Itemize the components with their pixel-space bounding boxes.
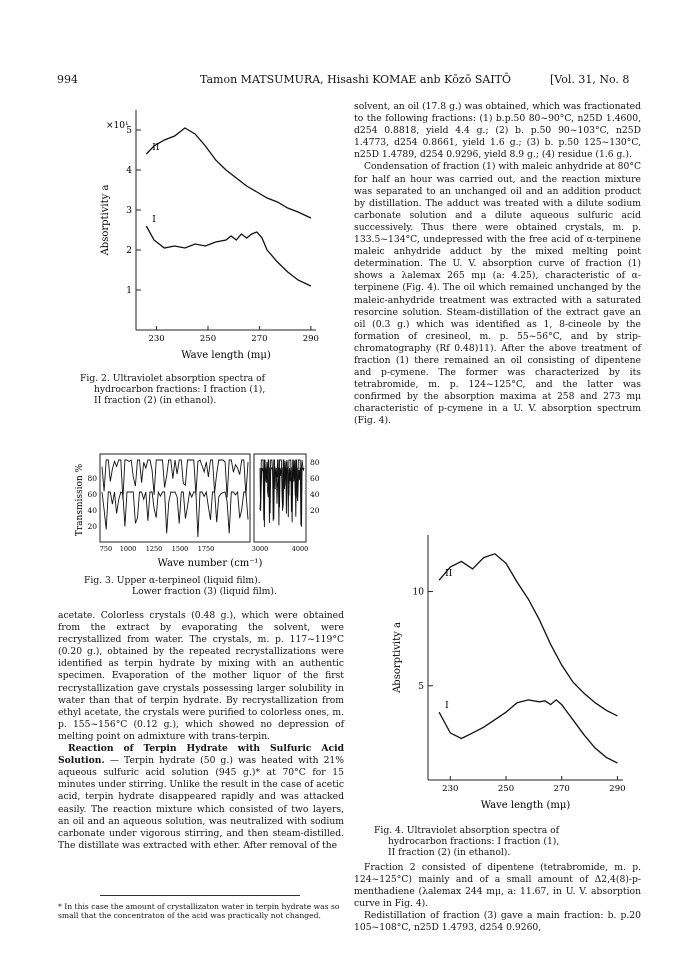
fig3-caption <box>84 575 344 597</box>
column-left-text <box>58 610 344 852</box>
footnote: * In this case the amount of crystallizaton water in terpin hydrate was so small that the concentraton of the acid was practically not changed. <box>58 902 340 921</box>
y-tick-label: 5 <box>418 681 424 692</box>
y-tick-label: 4 <box>126 166 132 176</box>
fig4-caption-line: II fraction (2) (in ethanol). <box>388 847 511 859</box>
ir-x-tick-label: 1750 <box>197 545 215 553</box>
x-tick-label: 290 <box>302 334 319 344</box>
x-tick-label: 270 <box>251 334 268 344</box>
series-label-I: I <box>152 215 156 225</box>
y-axis-label: Absorptivity a <box>100 184 111 256</box>
x-tick-label: 290 <box>609 784 626 794</box>
fig3-ir-spectra <box>70 448 350 578</box>
x-tick-label: 250 <box>199 334 217 344</box>
x-tick-label: 230 <box>148 334 165 344</box>
ir-x-tick-label: 4000 <box>291 545 309 553</box>
fig3-caption-line: Lower fraction (3) (liquid film). <box>132 586 277 598</box>
section-heading: Reaction of Terpin Hydrate with Sulfuric Acid Solution. <box>58 743 344 767</box>
page-number: 994 <box>57 73 78 86</box>
column-right-text-top <box>354 101 641 428</box>
ir-left-tick-label: 80 <box>87 474 97 483</box>
series-line-II <box>439 554 617 716</box>
ir-right-tick-label: 80 <box>310 458 320 467</box>
series-label-II: II <box>445 569 453 580</box>
figure-2 <box>86 102 336 372</box>
y-tick-label: 1 <box>126 286 132 296</box>
y-tick-label: 10 <box>412 587 424 598</box>
paragraph-text: — Terpin hydrate (50 g.) was heated with 21% aqueous sulfuric acid solution (945 g.)* at 70°C for 15 minutes under stirring. Unlike the result in the case of acetic acid, terpin hydrate disappeared rapidly and was attacked easily. The reaction mixture which consisted of two layers, an oil and an aqueous solution, was neutralized with sodium carbonate under vigorous stirring, and then steam-distilled. The distillate was extracted with ether. After removal of the <box>58 755 344 851</box>
running-head-volume: [Vol. 31, No. 8 <box>550 73 630 86</box>
ir-x-tick-label: 1500 <box>171 545 189 553</box>
fig4-caption-line: hydrocarbon fractions: I fraction (1), <box>388 836 560 848</box>
paragraph: Redistillation of fraction (3) gave a main fraction: b. p.20 105~108°C, n25D 1.4793, d254 0.9260, <box>354 910 641 934</box>
ir-right-tick-label: 60 <box>310 474 320 483</box>
series-label-II: II <box>152 143 160 153</box>
x-axis-label: Wave length (mμ) <box>181 350 271 361</box>
paragraph: solvent, an oil (17.8 g.) was obtained, which was fractionated to the following fractions: (1) b.p.50 80~90°C, n25D 1.4600, d254 0.8818, yield 4.4 g.; (2) b. p.50 90~103°C, n25D 1.4773, d254 0.8661, yield 1.6 g.; (3) b. p.50 125~130°C, n25D 1.4789, d254 0.9296, yield 8.9 g.; (4) residue (1.6 g.). <box>354 101 641 161</box>
figure-4 <box>388 525 648 825</box>
y-tick-label: 3 <box>126 206 132 216</box>
fig2-caption-line: II fraction (2) (in ethanol). <box>94 395 217 407</box>
fig2-chart <box>86 102 336 372</box>
x-tick-label: 230 <box>442 784 459 794</box>
fig4-caption-line: Fig. 4. Ultraviolet absorption spectra of <box>374 825 560 836</box>
ir-y-axis-label: Transmission % <box>75 463 85 537</box>
series-line-II <box>146 128 311 218</box>
y-tick-label: 5 <box>126 126 132 136</box>
y-axis-label: Absorptivity a <box>392 622 403 693</box>
fig4-chart <box>388 525 648 825</box>
ir-x-axis-label: Wave number (cm⁻¹) <box>157 558 263 569</box>
series-line-I <box>146 226 311 286</box>
running-head-authors: Tamon MATSUMURA, Hisashi KOMAE anb Kōzō SAITŌ <box>200 73 512 86</box>
fig2-caption-line: hydrocarbon fractions: I fraction (1), <box>94 384 266 396</box>
ir-x-tick-label: 1000 <box>119 545 137 553</box>
fig2-caption-line: Fig. 2. Ultraviolet absorption spectra of <box>80 373 266 384</box>
x-axis-label: Wave length (mμ) <box>480 800 571 811</box>
paragraph: Fraction 2 consisted of dipentene (tetrabromide, m. p. 124~125°C) mainly and of a small amount of Δ2,4(8)-p-menthadiene (λalemax 244 mμ, a: 11.67, in U. V. absorption curve in Fig. 4). <box>354 862 641 910</box>
paragraph: Condensation of fraction (1) with maleic anhydride at 80°C for half an hour was carried out, and the reaction mixture was separated to an unchanged oil and an addition product by distillation. The adduct was treated with a dilute sodium carbonate solution and a dilute aqueous sulfuric acid successively. Thus there were obtained crystals, m. p. 133.5~134°C, undepressed with the free acid of α-terpinene maleic anhydride adduct by the mixed melting point determination. The U. V. absorption curve of fraction (1) shows a λalemax 265 mμ (a: 4.25), characteristic of α-terpinene (Fig. 4). The oil which remained unchanged by the maleic-anhydride treatment was extracted with a saturated resorcine solution. Steam-distillation of the extract gave an oil (0.3 g.) which was identified as 1, 8-cineole by the formation of cresineol, m. p. 55~56°C, and by strip-chromatography (Rf 0.48)11). After the above treatment of fraction (1) there remained an oil consisting of dipentene and p-cymene. The former was characterized by its tetrabromide, m. p. 124~125°C, and the latter was confirmed by the absorption maxima at 258 and 273 mμ characteristic of p-cymene in a U. V. absorption spectrum (Fig. 4). <box>354 161 641 427</box>
column-right-text-bottom <box>354 862 641 935</box>
fig3-caption-line: Fig. 3. Upper α-terpineol (liquid film). <box>84 575 261 586</box>
footnote-rule <box>100 895 300 896</box>
x-tick-label: 250 <box>497 784 515 794</box>
paragraph <box>58 743 344 852</box>
figure-3 <box>70 448 350 578</box>
series-line-I <box>439 700 617 763</box>
y-tick-label: 2 <box>126 246 132 256</box>
ir-right-tick-label: 20 <box>310 506 320 515</box>
ir-left-tick-label: 40 <box>87 506 97 515</box>
series-label-I: I <box>445 701 449 712</box>
y-exponent-label: ×10¹ <box>106 121 129 131</box>
ir-right-tick-label: 40 <box>310 490 320 499</box>
fig4-caption <box>374 825 644 859</box>
paragraph: acetate. Colorless crystals (0.48 g.), which were obtained from the extract by evaporating the solvent, were recrystallized from water. The crystals, m. p. 117~119°C (0.20 g.), obtained by the repeated recrystallizations were identified as terpin hydrate by mixing with an authentic specimen. Evaporation of the mother liquor of the first recrystallization gave crystals possessing larger solubility in water than that of terpin hydrate. By recrystallization from ethyl acetate, the crystals were purified to colorless ones, m. p. 155~156°C (0.12 g.), which showed no depression of melting point on admixture with trans-terpin. <box>58 610 344 742</box>
ir-trace-lower-left <box>102 492 248 537</box>
ir-left-tick-label: 20 <box>87 522 97 531</box>
ir-x-tick-label: 750 <box>99 545 113 553</box>
fig2-caption <box>80 373 344 407</box>
ir-x-tick-label: 3000 <box>251 545 269 553</box>
ir-x-tick-label: 1250 <box>145 545 163 553</box>
ir-left-tick-label: 60 <box>87 490 97 499</box>
x-tick-label: 270 <box>553 784 570 794</box>
ir-trace-upper-left <box>102 460 248 499</box>
